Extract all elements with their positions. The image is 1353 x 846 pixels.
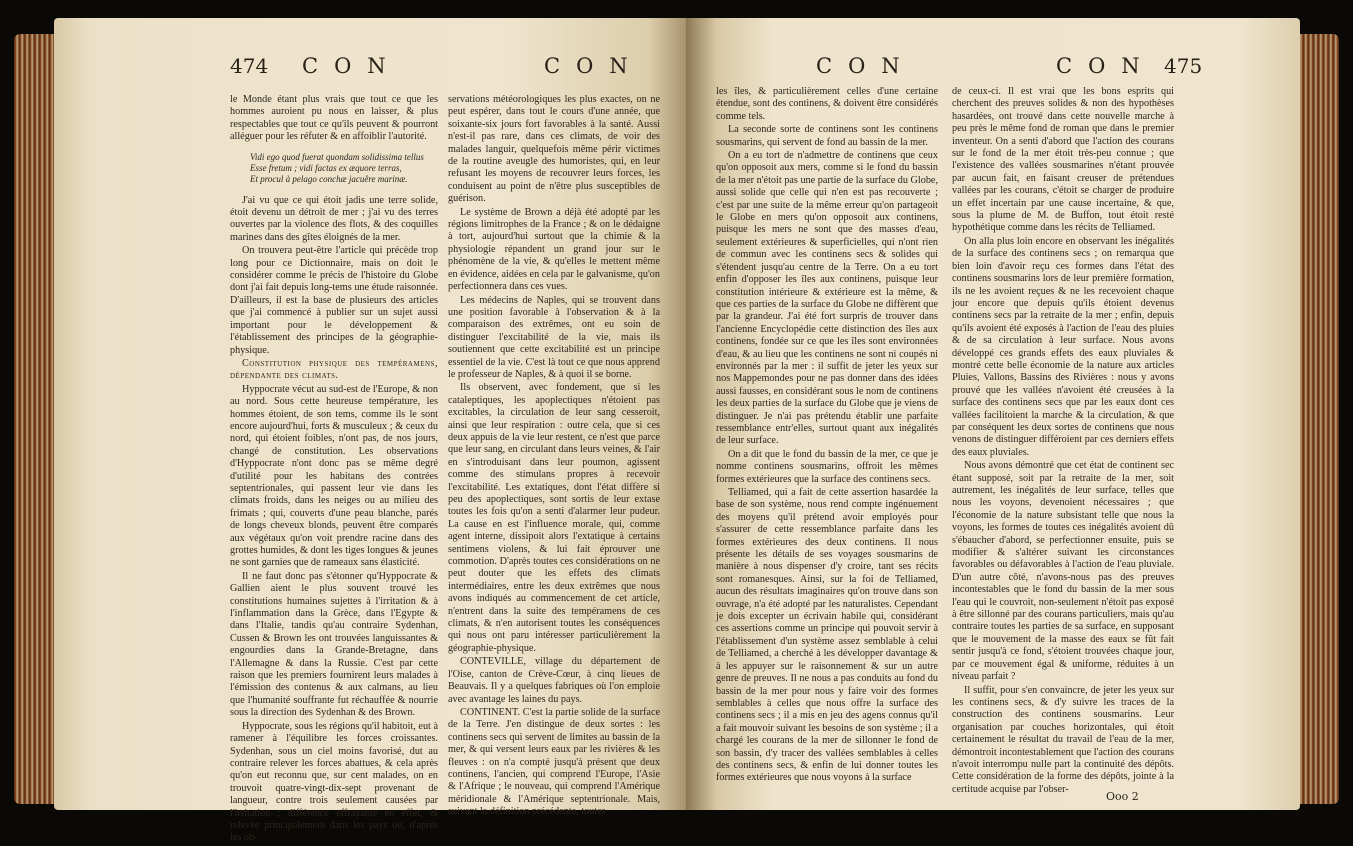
paragraph: les îles, & particulièrement celles d'une certaine étendue, sont des continens, & doivent être considérés comme tels. — [716, 86, 938, 122]
paragraph: de ceux-ci. Il est vrai que les bons esprits qui cherchent des preuves solides & non des hypothèses hasardées, ont trouvé dans cette nouvelle marche à peu près le même fond de roman que dans le premier inventeur. On a senti d'abord que l'action des courans sur le fond de la mer étoit très-peu connue ; que l'existence des vallées sousmarines n'étant prouvée par aucun fait, en faisant creuser de prétendues vallées par les courans, c'étoit se charger de produire un effet incertain par une cause incertaine, & que, sous la plume de M. de Buffon, tout étoit resté hypothétique comme dans les récits de Telliamed. — [952, 86, 1174, 234]
quote-line: Vidi ego quod fuerat quondam solidissima tellus — [250, 151, 424, 162]
open-book — [14, 14, 1339, 844]
paragraph: Il suffit, pour s'en convaincre, de jeter les yeux sur les continens secs, & d'y suivre les traces de la construction des continens sousmarins. Leur organisation par couches horizontales, qui étoit certainement le résultat du travail de l'eau de la mer, démontroit incontestablement que l'action des courans n'avoit interrompu nulle part la continuité des dépôts. Cette considération de la forme des dépôts, jointe à la certitude acquise par l'obser- — [952, 684, 1174, 795]
left-running-head: CON — [302, 54, 402, 78]
quote-line: Et procul à pelago conchæ jacuêre marinæ. — [250, 173, 408, 184]
section-title: Constitution physique des tempéramens, dépendante des climats. — [230, 357, 438, 382]
right-column-1 — [716, 86, 938, 786]
left-page-number: 474 — [230, 54, 269, 78]
paragraph: Nous avons démontré que cet état de continent sec étant supposé, soit par la retraite de la mer, soit autrement, les inégalités de leur surface, telles que nous les voyons, devenoient nécessaires ; que l'économie de la nature subsistant telle que nous la voyons, les formes de toutes ces inégalités avoient dû s'ébaucher d'abord, se perfectionner ensuite, puis se modifier & s'altérer suivant les circonstances favorables ou défavorables à l'action de l'eau pluviale. D'un autre côté, n'avons-nous pas des preuves incontestables que le fond du bassin de la mer sous l'eau qui le couvroit, non-seulement n'étoit pas exposé à être sillonné par des courans particuliers, mais qu'au contraire toutes les parties de sa surface, en supposant que le mouvement de la masse des eaux se fût fait sentir jusqu'à ce fond, s'étoient trouvées chaque jour, par ce mouvement égal & uniforme, réduites à un niveau parfait ? — [952, 460, 1174, 683]
paragraph: J'ai vu que ce qui étoit jadis une terre solide, étoit devenu un détroit de mer ; j'ai vu des terres ouvertes par la violence des flots, & des coquilles marines dans des gîtes éloignés de la mer. — [230, 194, 438, 243]
paragraph: Les médecins de Naples, qui se trouvent dans une position favorable à l'observation & à la comparaison des extrêmes, ont eu soin de distinguer l'excitabilité de la vie, mais ils soutiennent que cette excitabilité est un principe essentiel de la vie. C'est là tout ce que nous apprend le professeur de Naples, & à quoi il se borne. — [448, 294, 660, 380]
left-running-head-col2: CON — [544, 54, 644, 78]
right-column-2 — [952, 86, 1174, 797]
page-edges-right — [1299, 34, 1339, 804]
paragraph: Telliamed, qui a fait de cette assertion hasardée la base de son système, nous rend compte ingénuement des moyens qu'il prétend avoir employés pour s'assurer de cette ressemblance parfaite dans les formes extérieures des deux continens. Il nous présente les détails de ses voyages sousmarins de manière à nous dispenser d'y croire, tant ses récits sont romanesques. Ainsi, sur la foi de Telliamed, aucun des résultats imaginaires qu'on trouve dans son ouvrage, n'a été adopté par les naturalistes. Cependant je dois excepter un écrivain habile qui, considérant ces assertions comme un principe qui pouvoit servir à l'établissement d'un système assez semblable à celui de Telliamed, a cherché à les développer davantage & à les appuyer sur le raisonnement & sur un autre genre de preuves. Il ne nous a pas conduits au fond du bassin de la mer pour nous y faire voir des formes semblables à celles que nous offre la surface des continens secs ; il a mis en jeu des agens connus qu'il a fait mouvoir suivant les besoins de son système ; il a chargé les courans de la mer de sillonner le fond de son bassin, d'y tracer des vallées semblables à celles des continens secs, & enfin de lui donner toutes les formes extérieures que nous voyons à la surface — [716, 487, 938, 784]
paragraph: CONTEVILLE, village du département de l'Oise, canton de Crève-Cœur, à cinq lieues de Beauvais. Il y a quelques fabriques où l'on emploie avec avantage les laines du pays. — [448, 656, 660, 705]
right-running-head: CON — [816, 54, 916, 78]
paragraph: Hyppocrate vécut au sud-est de l'Europe, & non au nord. Sous cette heureuse température, les hommes étoient, de son tems, comme ils le sont encore aujourd'hui, forts & musculeux ; & ceux du nord, qui étoient foibles, n'ont pas, de nos jours, changé de constitution. Les observations d'Hyppocrate n'ont donc pas se même degré d'utilité pour les habitans des contrées septentrionales, qui passent leur vie dans les climats froids, dans les neiges ou au milieu des frimats ; qui, couverts d'une peau blanche, parés de longs cheveux blonds, peuvent être comparés aux végétaux qu'on voit prendre racine dans des grottes humides, & dont les tiges longues & jeunes ne sont garnies que de rameaux sans élasticité. — [230, 383, 438, 569]
paragraph: Le système de Brown a déjà été adopté par les régions limitrophes de la France ; & on le dédaigne à tort, aujourd'hui surtout que la chimie & la physiologie répandent un grand jour sur le phénomène de la vie, & qu'elles le mettent même en évidence, aidées en cela par le galvanisme, qu'on perfectionnera dans ces vues. — [448, 206, 660, 293]
paragraph: Ils observent, avec fondement, que si les cataleptiques, les apoplectiques n'étoient pas excitables, la circulation de leur sang cesseroit, ainsi que leur respiration : outre cela, que si ces deux appuis de la vie leur restent, ce n'est que parce que leur sang, en circulant dans leurs veines, & l'air en s'introduisant dans leur poumon, agissent comme des stimulans propres à recevoir l'excitabilité. Les extatiques, dont l'état diffère si peu des apoplectiques, sont sortis de leur extase toutes les fois qu'on a senti d'alarmer leur pudeur. La cause en est l'influence morale, qui, comme agent interne, dissipoit alors l'extatique à certains sentimens violens, & lui fait éprouver une commotion. D'après toutes ces considérations on ne peut douter que les effets des climats intermédiaires, entre les deux extrêmes que nous avons indiqués au commencement de cet article, n'entrent dans la suite des tempéramens de ces climats, & n'en autorisent toutes les conséquences qui nous ont paru intéresser particulièrement la géographie-physique. — [448, 382, 660, 654]
signature-mark: Ooo 2 — [1106, 790, 1139, 803]
paragraph: La seconde sorte de continens sont les continens sousmarins, qui servent de fond au bassin de la mer. — [716, 124, 938, 148]
right-running-head-col2: CON — [1056, 54, 1156, 78]
left-column-1 — [230, 94, 438, 846]
right-page — [686, 18, 1300, 810]
paragraph: Il ne faut donc pas s'étonner qu'Hyppocrate & Gallien aient le plus souvent trouvé les constitutions humaines sujettes à l'irritation & à l'inflammation dans la Grèce, dans l'Egypte & dans l'Italie, tandis qu'au contraire Sydenhan, Cussen & Brown les ont trouvées languissantes & engourdies dans la Grande-Bretagne, dans l'Allemagne & dans la Russie. C'est par cette raison que les premiers fournirent leurs malades à l'émission des contenus & aux calmans, au lieu que l'humanité souffrante fut réchauffée & nourrie sous la direction des Sydenhan & des Brown. — [230, 570, 438, 719]
latin-quote — [250, 152, 438, 185]
paragraph: Hyppocrate, sous les régions qu'il habitoit, eut à ramener à l'équilibre les forces croissantes. Sydenhan, sous un ciel moins favorisé, dut au contraire relever les forces abattues, & cela après qu'on eut reconnu que, sur cent malades, on en trouvoit quatre-vingt-dix-sept provenant de langueur, contre trois seulement causées par l'irritation ; différence effrayante en effet, & relevée principalement dans les pays où, d'après les ob- — [230, 720, 438, 844]
paragraph: On alla plus loin encore en observant les inégalités de la surface des continens secs ; on remarqua que bien loin d'avoir reçu ces formes dans l'état des continens sousmarins lors de leur première formation, ils ne les avoient reçues & ne les recevoient chaque jour encore que depuis qu'ils étoient devenus continens secs par la retraite de la mer ; enfin, depuis qu'ils avoient été exposés à l'action de l'eau des pluies & de sa circulation à leur surface. Nous avons développé ces grands effets des eaux pluviales & montré cette belle économie de la nature aux articles Pluies, Vallons, Bassins des Rivières : nous y avons prouvé que les vallées n'avoient été creusées à la surface des continens secs que par les eaux dont ces vallées facilitoient la marche & la circulation, & que par conséquent les deux sortes de continens que nous venons de distinguer différoient par ces derniers effets des eaux pluviales. — [952, 235, 1174, 458]
paragraph: servations météorologiques les plus exactes, on ne peut espérer, dans tout le cours d'une année, que soixante-six jours fort favorables à la santé. Aussi n'est-il pas rare, dans ces climats, de voir des malades languir, quelquefois même périr victimes de la routine aveugle des humoristes, qui, en leur refusant les moyens de recouvrer leurs forces, les conduisent au point de n'être plus susceptibles de guérison. — [448, 94, 660, 205]
paragraph: CONTINENT. C'est la partie solide de la surface de la Terre. J'en distingue de deux sortes : les continens secs qui servent de limites au bassin de la mer, & qui versent leurs eaux par les rivières & les fleuves : on n'a compté jusqu'à présent que deux continens, l'ancien, qui comprend l'Europe, l'Asie & l'Afrique ; le nouveau, qui comprend l'Amérique méridionale & l'Amérique septentrionale. Mais, suivant la définition précédente, toutes — [448, 706, 660, 818]
left-page — [54, 18, 694, 844]
paragraph: On a eu tort de n'admettre de continens que ceux qu'on opposoit aux mers, comme si le fond du bassin de la mer n'étoit pas une partie de la surface du Globe, aussi solide que celle qui n'en est pas recouverte ; c'est par une suite de la même erreur qu'on partageoit le Globe en mers qu'on opposoit aux continens, puisque les mers ne sont que des masses d'eau, seulement extérieures & superficielles, qui n'ont rien de commun avec les continens secs & solides qui s'étendent jusqu'au centre de la Terre. On a eu tort enfin d'opposer les îles aux continens, puisque leur constitution intérieure & extérieure est la même, & que ces parties de la surface du Globe ne diffèrent que par la grandeur. J'ai été fort surpris de trouver dans l'ancienne Encyclopédie cette distinction des îles aux continens, fondée sur ce que les îles sont environnées d'eau, & au lieu que les continens ne sont ni coupés ni environnés par la mer : il suffit de jeter les yeux sur nos Mappemondes pour ne pas donner dans des idées aussi fausses, en considérant sous le nom de continens les deux parties de la surface du Globe que je viens de distinguer. Je n'ai pas prétendu établir une parfaite ressemblance entr'elles, surtout quant aux inégalités de leur surface. — [716, 150, 938, 447]
left-column-2 — [448, 94, 660, 820]
paragraph: On trouvera peut-être l'article qui précède trop long pour ce Dictionnaire, mais on doit le considérer comme le précis de l'histoire du Globe dont j'ai fait depuis long-tems une étude raisonnée. D'ailleurs, il est la base de plusieurs des articles que j'ai commencé à publier sur un sujet aussi important pour le développement & l'établissement des principes de la géographie-physique. — [230, 245, 438, 356]
quote-line: Esse fretum ; vidi factas ex æquore terras, — [250, 162, 402, 173]
paragraph: On a dit que le fond du bassin de la mer, ce que je nomme continens sousmarins, offroit les mêmes formes extérieures que la surface des continens secs. — [716, 448, 938, 485]
right-page-number: 475 — [1164, 54, 1203, 78]
paragraph: le Monde étant plus vrais que tout ce que les hommes auroient pu nous en laisser, & plus respectables que tout ce qu'ils peuvent & pourront alléguer pour les réfuter & en affoiblir l'autorité. — [230, 94, 438, 143]
